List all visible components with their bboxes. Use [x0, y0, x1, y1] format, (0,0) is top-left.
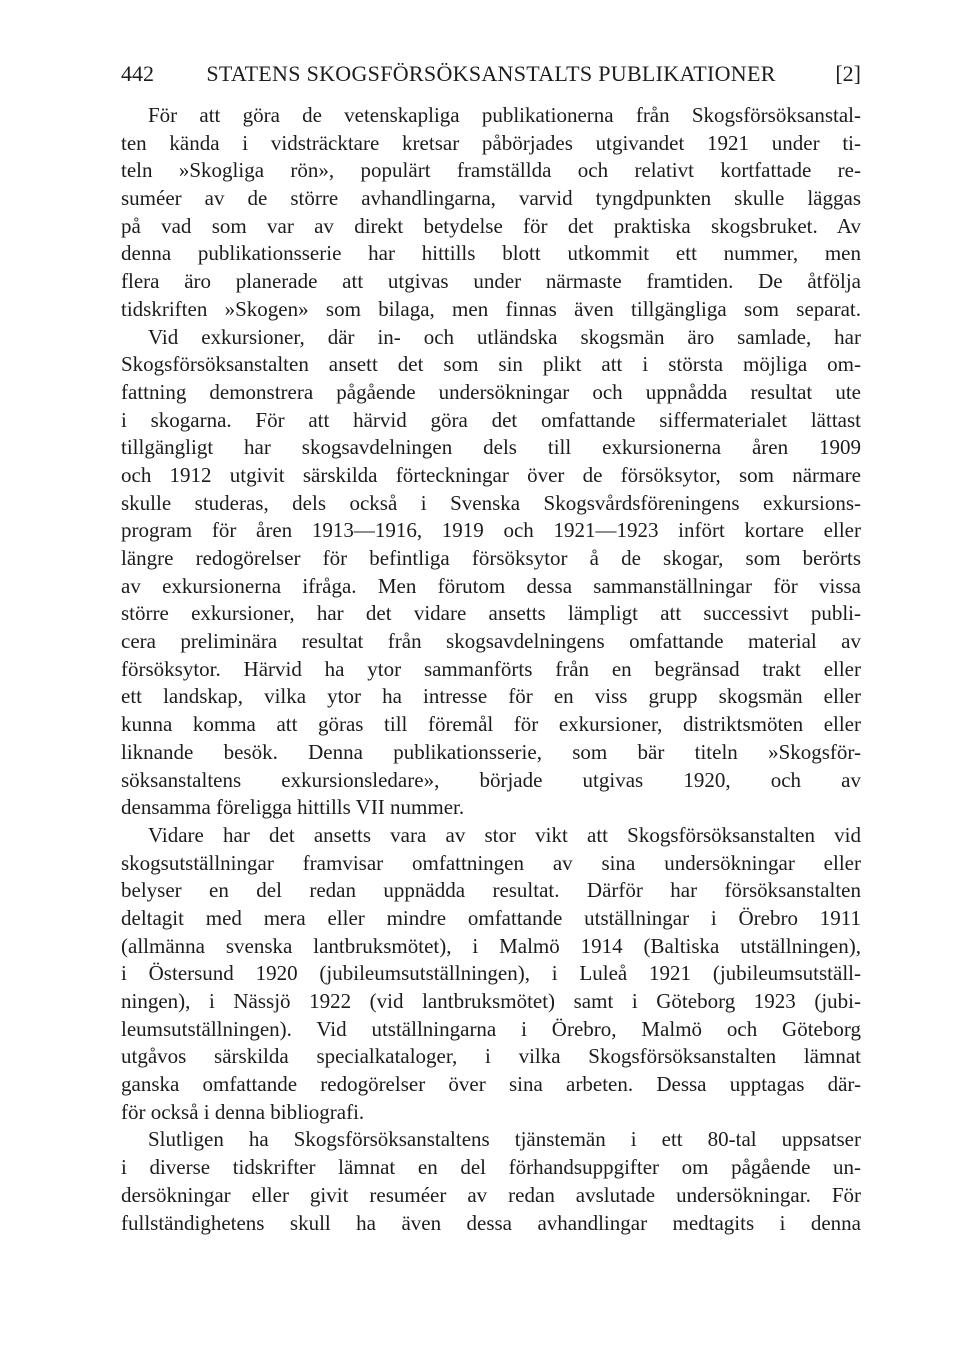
text-line: längre redogörelser för befintliga försöksytor å de skogar, som berörts — [121, 546, 861, 570]
text-line: ningen), i Nässjö 1922 (vid lantbruksmötet) samt i Göteborg 1923 (jubi- — [121, 989, 861, 1013]
section-number: [2] — [835, 61, 861, 86]
text-line: Skogsförsöksanstalten ansett det som sin plikt att i största möjliga om- — [121, 352, 861, 377]
text-line: fullständighetens skull ha även dessa avhandlingar medtagits i denna — [121, 1210, 861, 1235]
text-line: och 1912 utgivit särskilda förteckningar över de försöksytor, som närmare — [121, 462, 861, 487]
text-line: liknande besök. Denna publikationsserie, som bär titeln »Skogsför- — [121, 739, 861, 764]
text-line: (allmänna svenska lantbruksmötet), i Malmö 1914 (Baltiska utställningen), — [121, 933, 861, 958]
text-line: deltagit med mera eller mindre omfattande utställningar i Örebro 1911 — [121, 905, 861, 930]
text-line: För att göra de vetenskapliga publikationerna från Skogsförsöksanstal- — [148, 103, 861, 127]
page-number: 442 — [121, 61, 154, 86]
text-line: tidskriften »Skogen» som bilaga, men finnas även tillgängliga som separat. — [121, 296, 861, 321]
text-line: tillgängligt har skogsavdelningen dels till exkursionerna åren 1909 — [121, 435, 861, 460]
text-line: ett landskap, vilka ytor ha intresse för en viss grupp skogsmän eller — [121, 684, 861, 709]
text-line: leumsutställningen). Vid utställningarna i Örebro, Malmö och Göteborg — [121, 1016, 861, 1041]
text-line: denna publikationsserie har hittills blott utkommit ett nummer, men — [121, 241, 861, 266]
text-line: program för åren 1913—1916, 1919 och 1921—1923 infört kortare eller — [121, 518, 861, 543]
text-line: densamma föreligga hittills VII nummer. — [121, 795, 465, 820]
text-line: i skogarna. För att härvid göra det omfattande siffermaterialet lättast — [121, 407, 861, 432]
text-line: fattning demonstrera pågående undersökningar och uppnådda resultat ute — [121, 379, 861, 404]
text-line: teln »Skogliga rön», populärt framställda och relativt kortfattade re- — [121, 158, 861, 183]
text-line: större exkursioner, har det vidare ansetts lämpligt att successivt publi- — [121, 601, 861, 626]
text-line: Slutligen ha Skogsförsöksanstaltens tjänstemän i ett 80-tal uppsatser — [148, 1127, 861, 1152]
text-line: i Östersund 1920 (jubileumsutställningen), i Luleå 1921 (jubileumsutställ- — [121, 961, 861, 986]
header-title: STATENS SKOGSFÖRSÖKSANSTALTS PUBLIKATIONER — [206, 61, 776, 86]
text-line: av exkursionerna ifråga. Men förutom dessa sammanställningar för vissa — [121, 573, 861, 598]
text-line: Vid exkursioner, där in- och utländska skogsmän äro samlade, har — [148, 324, 861, 349]
text-line: för också i denna bibliografi. — [121, 1099, 365, 1124]
text-line: på vad som var av direkt betydelse för det praktiska skogsbruket. Av — [121, 213, 861, 238]
running-header — [121, 56, 861, 92]
text-line: söksanstaltens exkursionsledare», började utgivas 1920, och av — [121, 767, 861, 792]
text-line: skogsutställningar framvisar omfattningen av sina undersökningar eller — [121, 850, 861, 875]
text-line: i diverse tidskrifter lämnat en del förhandsuppgifter om pågående un- — [121, 1155, 861, 1180]
text-line: flera äro planerade att utgivas under närmaste framtiden. De åtfölja — [121, 269, 861, 294]
text-line: dersökningar eller givit resuméer av redan avslutade undersökningar. För — [121, 1182, 861, 1207]
text-line: kunna komma att göras till föremål för exkursioner, distriktsmöten eller — [121, 712, 861, 737]
text-line: belyser en del redan uppnädda resultat. Därför har försöksanstalten — [121, 878, 861, 903]
text-line: ten kända i vidsträcktare kretsar påbörjades utgivandet 1921 under ti- — [121, 130, 861, 155]
text-line: skulle studeras, dels också i Svenska Skogsvårdsföreningens exkursions- — [121, 490, 861, 515]
text-line: ganska omfattande redogörelser över sina arbeten. Dessa upptagas där- — [121, 1072, 861, 1097]
text-line: utgåvos särskilda specialkataloger, i vilka Skogsförsöksanstalten lämnat — [121, 1044, 861, 1069]
body-text — [121, 102, 861, 1237]
text-line: cera preliminära resultat från skogsavdelningens omfattande material av — [121, 629, 861, 654]
text-line: Vidare har det ansetts vara av stor vikt att Skogsförsöksanstalten vid — [148, 822, 861, 847]
text-line: suméer av de större avhandlingarna, varvid tyngdpunkten skulle läggas — [121, 186, 861, 211]
text-line: försöksytor. Härvid ha ytor sammanförts från en begränsad trakt eller — [121, 656, 861, 681]
